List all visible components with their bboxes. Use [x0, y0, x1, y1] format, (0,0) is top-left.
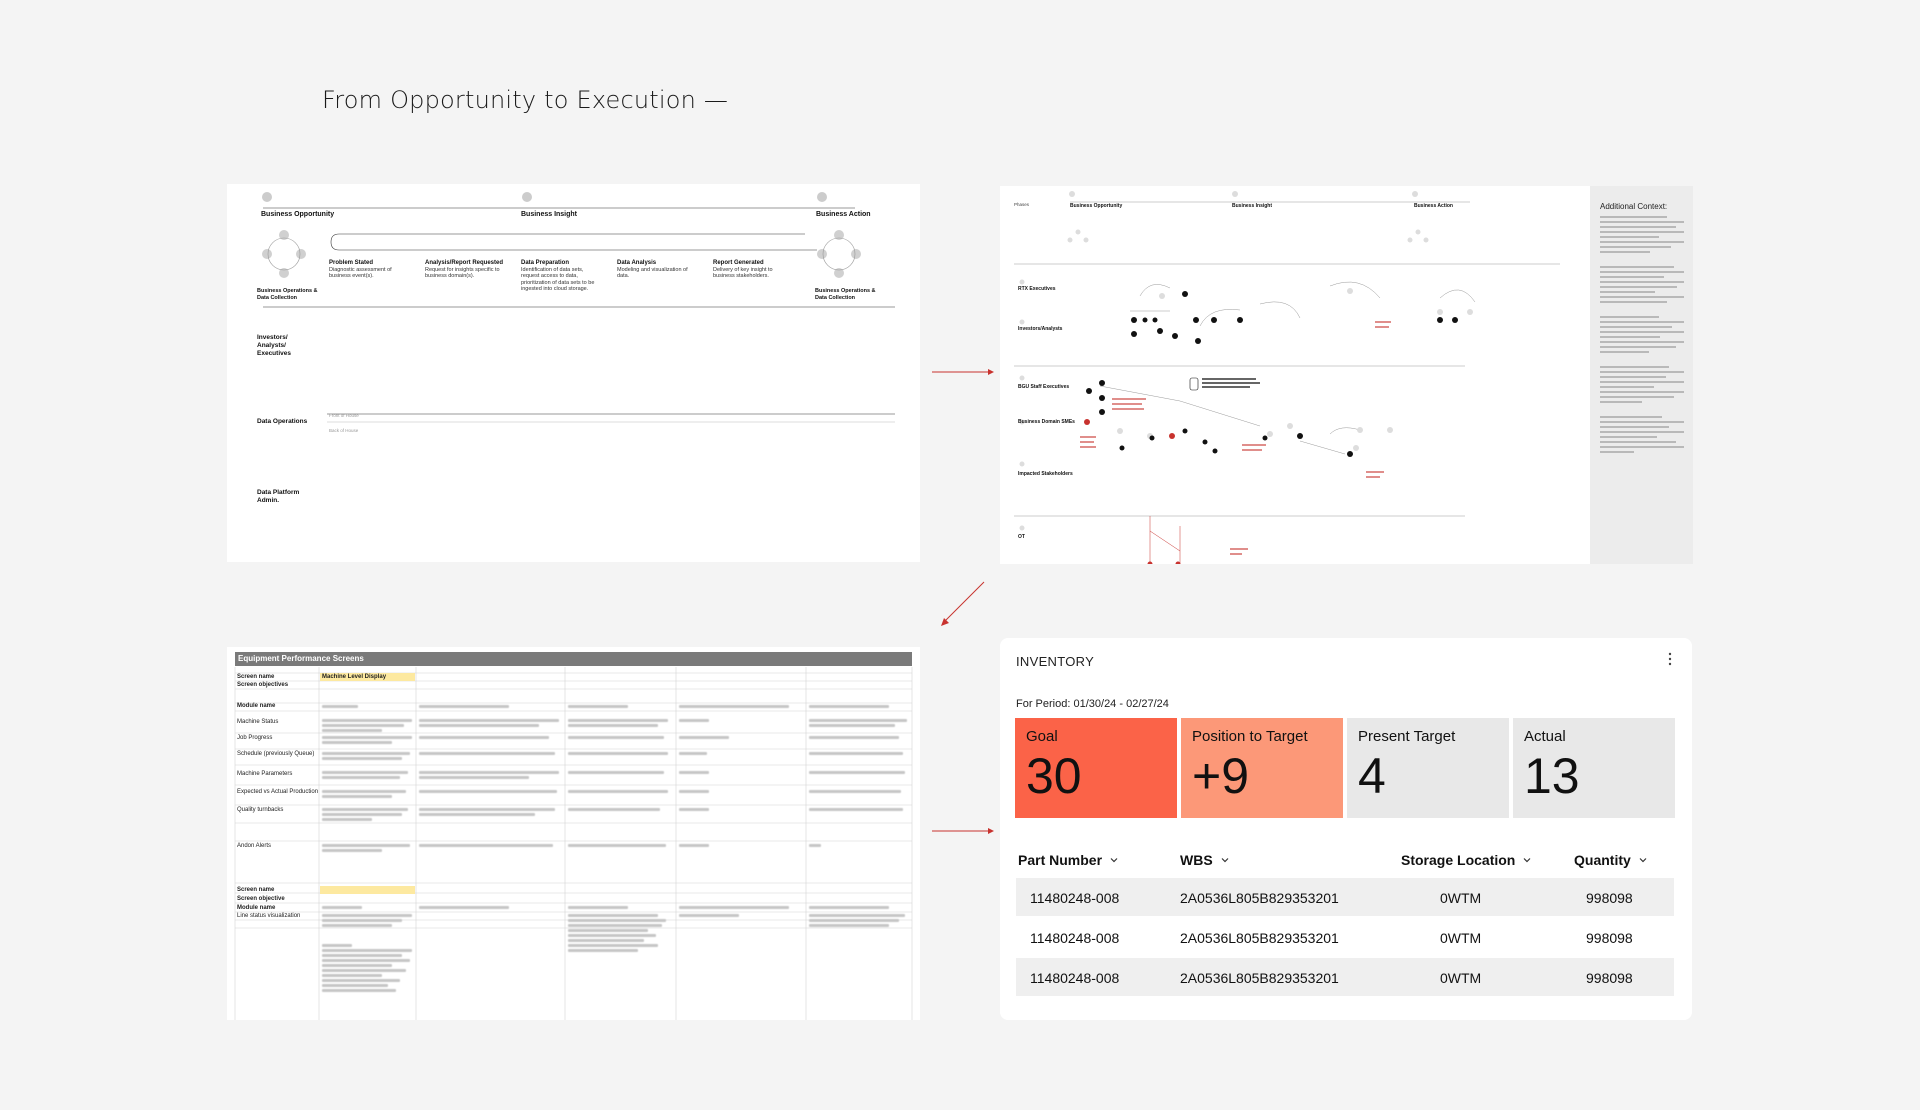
more-vertical-icon[interactable] — [1668, 652, 1672, 666]
column-header-part-number[interactable]: Part Number — [1018, 852, 1118, 868]
persona-domain-smes: Business Domain SMEs — [1018, 419, 1075, 425]
cell-part-number: 11480248-008 — [1030, 890, 1120, 906]
step-data-preparation: Data Preparation Identification of data sets, request access to data, prioritization of data sets to be ingested into cloud storage. — [521, 260, 595, 292]
kpi-actual[interactable] — [1513, 718, 1675, 818]
sheet-title: Equipment Performance Screens — [235, 652, 912, 666]
kpi-value: 13 — [1524, 748, 1580, 804]
cell-quantity: 998098 — [1586, 930, 1633, 946]
kpi-goal[interactable] — [1015, 718, 1177, 818]
role-data-operations: Data Operations — [257, 418, 308, 425]
phase-label-insight: Business Insight — [521, 211, 578, 218]
step-data-analysis: Data Analysis Modeling and visualization of data. — [617, 260, 688, 279]
arrow-right-icon — [930, 823, 996, 841]
blueprint-phase-insight: Business Insight — [1232, 203, 1273, 209]
cell-wbs: 2A0536L805B829353201 — [1180, 970, 1339, 986]
chevron-down-icon — [1221, 856, 1229, 864]
screen2-name-highlight — [320, 886, 415, 894]
persona-rtx-executives: RTX Executives — [1018, 286, 1056, 292]
kpi-position-to-target[interactable] — [1181, 718, 1343, 818]
cell-storage-location: 0WTM — [1440, 890, 1482, 906]
cell-wbs: 2A0536L805B829353201 — [1180, 890, 1339, 906]
module-row[interactable]: Quality turnbacks — [237, 807, 284, 813]
role-data-platform-admin: Data Platform Admin. — [257, 489, 300, 504]
journey-map-panel[interactable] — [227, 184, 920, 562]
step-problem-stated: Problem Stated Diagnostic assessment of business event(s). — [329, 260, 392, 279]
kpi-label: Actual — [1524, 728, 1566, 745]
page-title: From Opportunity to Execution — — [322, 86, 729, 114]
persona-bgu-staff: BGU Staff Executives — [1018, 384, 1070, 390]
module-row[interactable]: Schedule (previously Queue) — [237, 751, 315, 757]
module-row[interactable]: Job Progress — [237, 735, 273, 741]
inventory-title: INVENTORY — [1016, 654, 1095, 669]
cell-part-number: 11480248-008 — [1030, 930, 1120, 946]
step-report-generated: Report Generated Delivery of key insight to business stakeholders. — [713, 260, 773, 279]
period-text: For Period: 01/30/24 - 02/27/24 — [1016, 698, 1169, 710]
lane-back-of-house: Back of House — [329, 428, 359, 433]
service-blueprint-diagram — [1000, 186, 1590, 564]
chevron-down-icon — [1639, 856, 1647, 864]
module-row[interactable]: Expected vs Actual Production — [237, 789, 319, 795]
cycle-label-left: Business Operations & Data Collection — [257, 288, 318, 301]
step-analysis-requested: Analysis/Report Requested Request for insights specific to business domain(s). — [425, 260, 504, 279]
journey-map-lines — [227, 184, 920, 562]
module-name-label: Module name — [237, 703, 276, 709]
blueprint-phase-opportunity: Business Opportunity — [1070, 203, 1123, 209]
module-row[interactable]: Line status visualization — [237, 913, 301, 919]
screen-name-value[interactable]: Machine Level Display — [322, 674, 387, 680]
screen2-objective-label: Screen objective — [237, 896, 285, 902]
chevron-down-icon — [1523, 856, 1531, 864]
table-row[interactable] — [1016, 918, 1674, 956]
module-row[interactable]: Machine Parameters — [237, 771, 293, 777]
additional-context-text — [1600, 216, 1684, 456]
inventory-card[interactable] — [1000, 638, 1692, 1020]
cycle-label-right: Business Operations & Data Collection — [815, 288, 876, 301]
kpi-present-target[interactable] — [1347, 718, 1509, 818]
column-header-wbs[interactable]: WBS — [1180, 852, 1229, 868]
additional-context-sidebar — [1590, 186, 1693, 564]
table-row[interactable] — [1016, 878, 1674, 916]
kpi-label: Position to Target — [1192, 728, 1308, 745]
blueprint-phase-action: Business Action — [1414, 203, 1453, 209]
kpi-value: 4 — [1358, 748, 1386, 804]
persona-ot: OT — [1018, 534, 1025, 540]
persona-investors: Investors/Analysts — [1018, 326, 1063, 332]
kpi-label: Goal — [1026, 728, 1058, 745]
kpi-value: 30 — [1026, 748, 1082, 804]
phase-label-opportunity: Business Opportunity — [261, 211, 335, 218]
module-row[interactable]: Andon Alerts — [237, 843, 272, 849]
role-investors: Investors/ Analysts/ Executives — [257, 334, 291, 357]
module2-name-label: Module name — [237, 905, 276, 911]
equipment-spreadsheet-panel[interactable] — [227, 647, 920, 1020]
persona-impacted-stakeholders: Impacted Stakeholders — [1018, 471, 1073, 477]
phase-label-action: Business Action — [816, 211, 871, 218]
lane-front-of-house: Front of House — [329, 413, 359, 418]
screen-objectives-label: Screen objectives — [237, 682, 289, 688]
arrow-down-left-icon — [938, 580, 988, 630]
kpi-label: Present Target — [1358, 728, 1456, 745]
blueprint-row-phases: Phases — [1014, 202, 1030, 207]
cell-storage-location: 0WTM — [1440, 930, 1482, 946]
arrow-right-icon — [930, 364, 996, 382]
column-header-quantity[interactable]: Quantity — [1574, 852, 1647, 868]
service-blueprint-panel[interactable] — [1000, 186, 1590, 564]
column-header-storage-location[interactable]: Storage Location — [1401, 852, 1531, 868]
chevron-down-icon — [1110, 856, 1118, 864]
cell-wbs: 2A0536L805B829353201 — [1180, 930, 1339, 946]
cell-storage-location: 0WTM — [1440, 970, 1482, 986]
table-row[interactable] — [1016, 958, 1674, 996]
kpi-value: +9 — [1192, 748, 1250, 804]
screen2-name-label: Screen name — [237, 887, 275, 893]
cell-quantity: 998098 — [1586, 890, 1633, 906]
cell-part-number: 11480248-008 — [1030, 970, 1120, 986]
module-row[interactable]: Machine Status — [237, 719, 279, 725]
cell-quantity: 998098 — [1586, 970, 1633, 986]
additional-context-title: Additional Context: — [1600, 202, 1668, 211]
screen-name-label: Screen name — [237, 674, 275, 680]
